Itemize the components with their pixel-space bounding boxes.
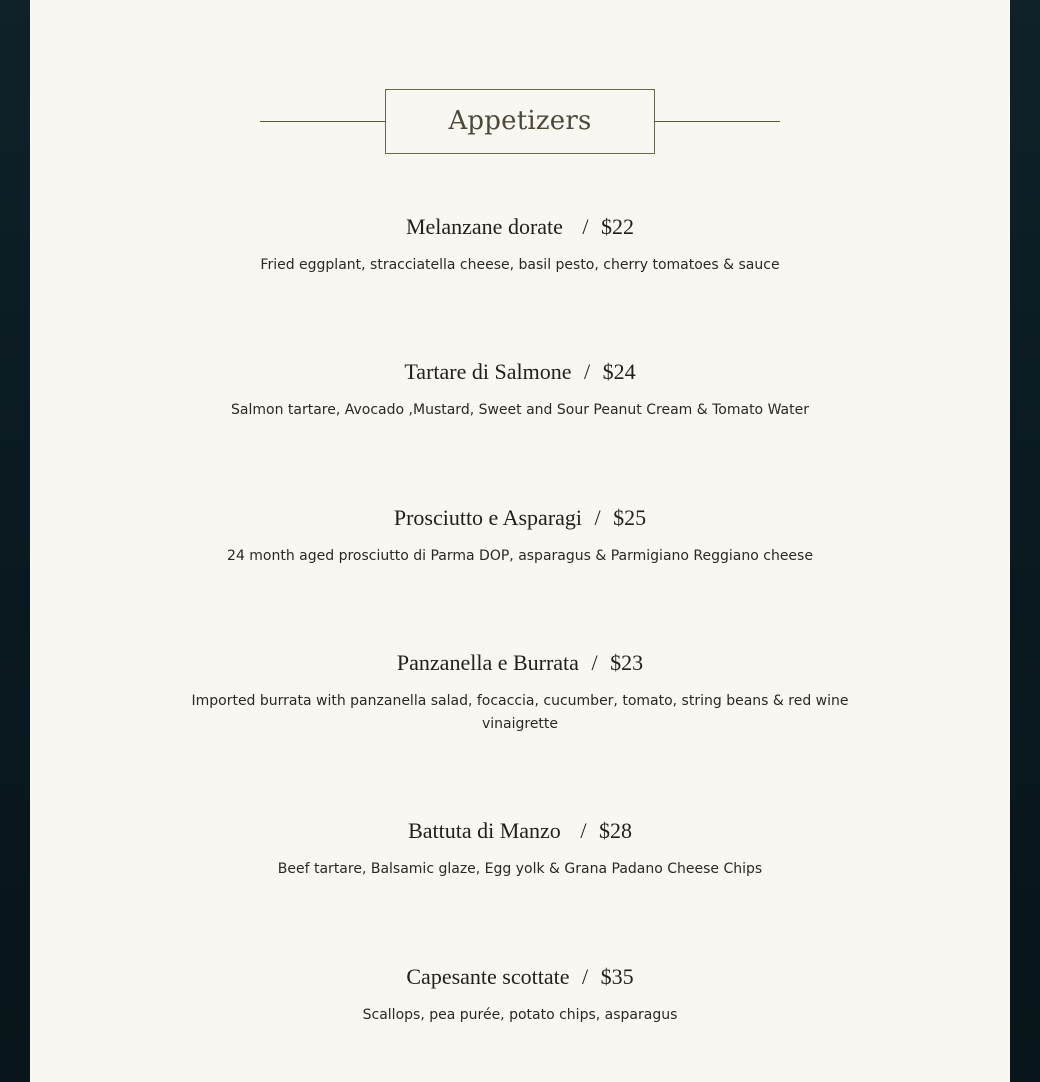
- section-title: Appetizers: [448, 105, 592, 136]
- menu-item-title: [30, 818, 1010, 844]
- menu-item-price: $25: [613, 505, 647, 530]
- menu-item-description: Beef tartare, Balsamic glaze, Egg yolk & Grana Padano Cheese Chips: [277, 861, 763, 877]
- menu-item-price: $28: [598, 818, 632, 843]
- menu-item-price: $35: [600, 964, 634, 989]
- section-header: [260, 89, 780, 154]
- header-rule-right: [655, 121, 780, 122]
- price-separator: /: [580, 818, 587, 843]
- menu-item-title: [30, 964, 1010, 990]
- menu-item: [30, 818, 1010, 881]
- menu-item-title: [30, 650, 1010, 676]
- menu-item: [30, 650, 1010, 736]
- menu-item-name: Melanzane dorate: [405, 214, 563, 239]
- price-separator: /: [583, 359, 591, 384]
- menu-item: [30, 505, 1010, 568]
- menu-item-price: $22: [601, 214, 635, 239]
- menu-item-title: [30, 505, 1010, 531]
- menu-item-description: Fried eggplant, stracciatella cheese, basil pesto, cherry tomatoes & sauce: [260, 257, 780, 273]
- menu-item-name: Panzanella e Burrata: [396, 650, 579, 675]
- menu-item: [30, 214, 1010, 277]
- menu-item: [30, 359, 1010, 422]
- price-separator: /: [594, 505, 601, 530]
- menu-item-description: 24 month aged prosciutto di Parma DOP, asparagus & Parmigiano Reggiano cheese: [227, 548, 813, 564]
- menu-item-description: Salmon tartare, Avocado ,Mustard, Sweet and Sour Peanut Cream & Tomato Water: [231, 402, 809, 418]
- menu-item-name: Tartare di Salmone: [404, 359, 572, 384]
- price-separator: /: [582, 214, 589, 239]
- menu-item-name: Prosciutto e Asparagi: [393, 505, 583, 530]
- menu-item-description: Imported burrata with panzanella salad, focaccia, cucumber, tomato, string beans & red wine vinaigrette: [191, 693, 849, 732]
- section-title-box: [385, 89, 655, 154]
- menu-item: [30, 964, 1010, 1027]
- menu-item-title: [30, 214, 1010, 240]
- menu-item-title: [30, 359, 1010, 385]
- header-rule-left: [260, 121, 385, 122]
- menu-item-name: Capesante scottate: [406, 964, 570, 989]
- price-separator: /: [591, 650, 598, 675]
- menu-item-description: Scallops, pea purée, potato chips, asparagus: [362, 1007, 678, 1023]
- menu-page: [30, 0, 1010, 1082]
- menu-item-price: $24: [602, 359, 636, 384]
- price-separator: /: [581, 964, 589, 989]
- menu-item-price: $23: [610, 650, 644, 675]
- menu-item-name: Battuta di Manzo: [408, 818, 561, 843]
